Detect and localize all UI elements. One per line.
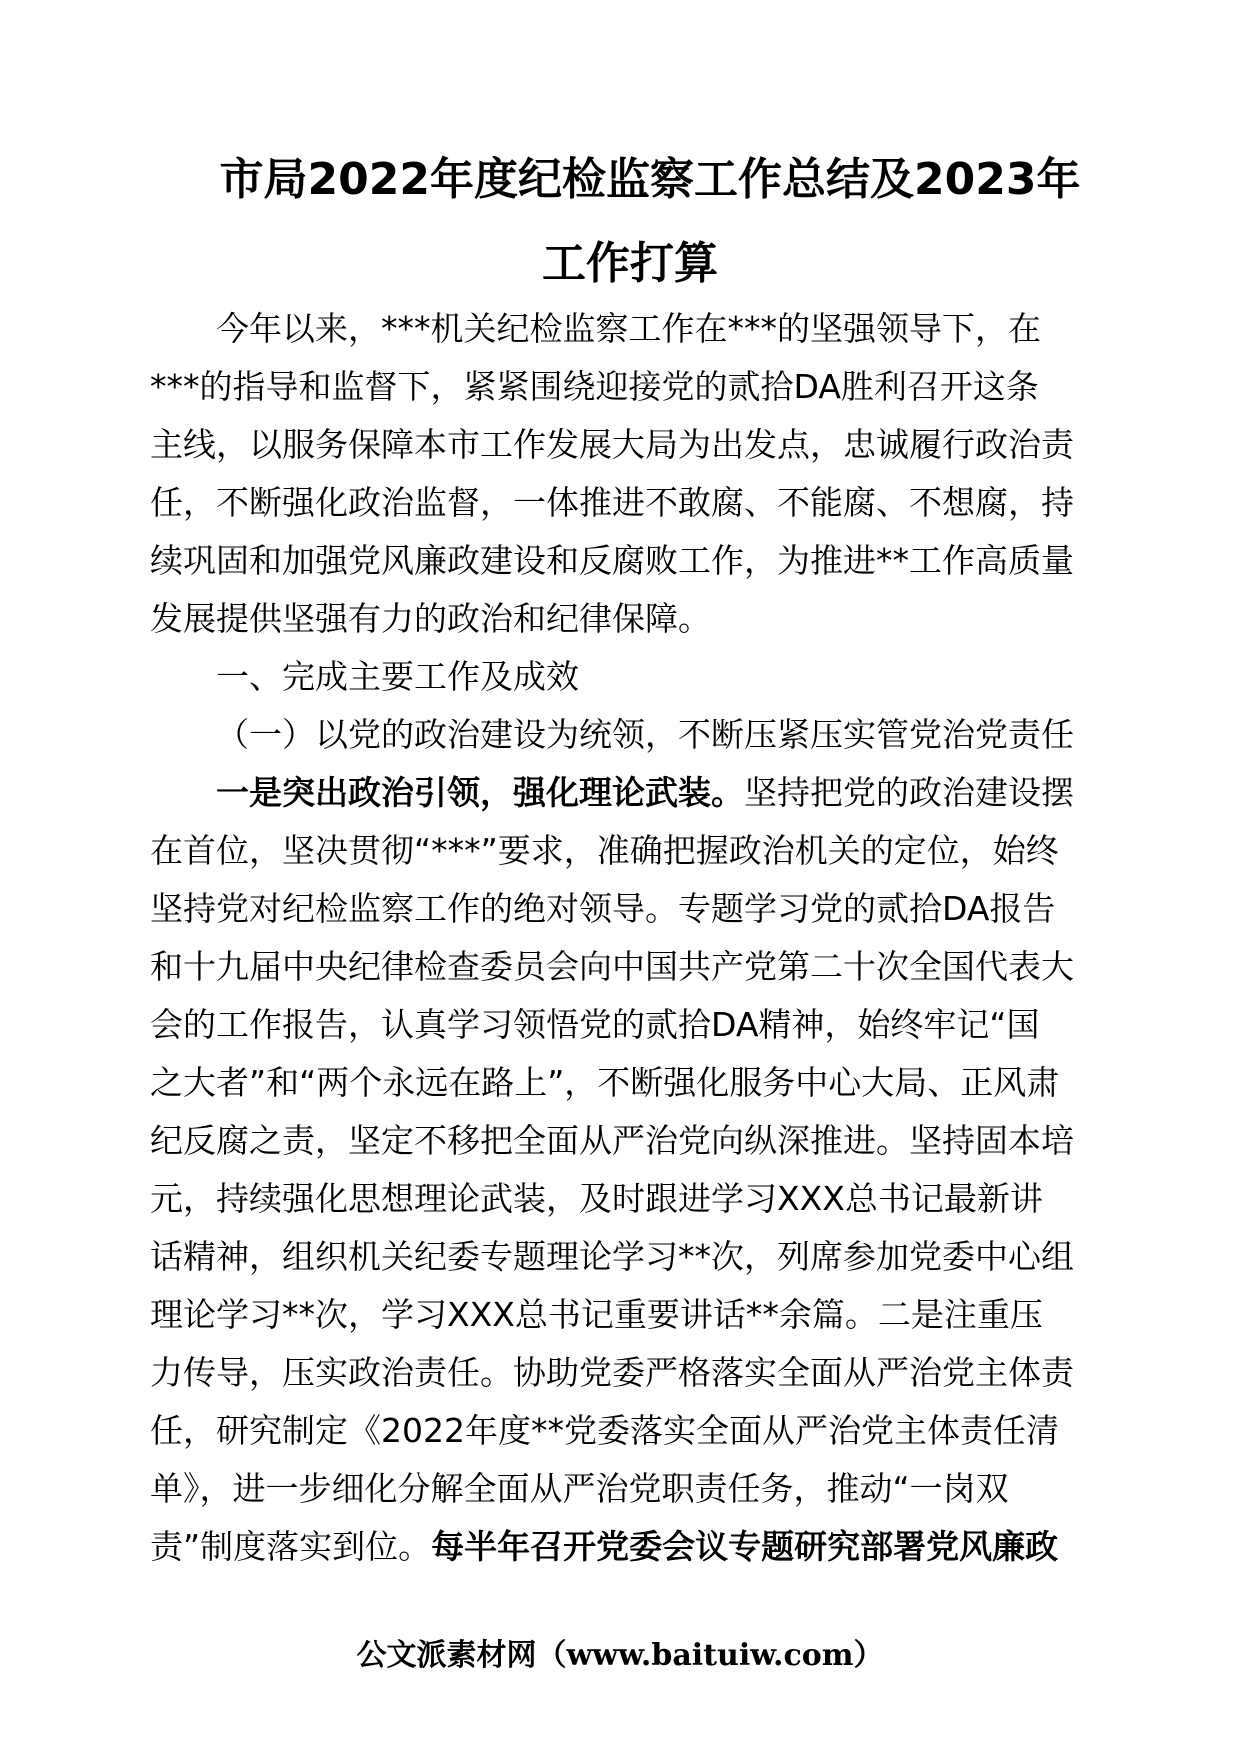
paragraph-line: 续巩固和加强党风廉政建设和反腐败工作，为推进**工作高质量 (150, 541, 1074, 580)
document-title-line-2: 工作打算 (542, 238, 718, 289)
paragraph-line: 任，研究制定《2022年度**党委落实全面从严治党主体责任清 (150, 1411, 1059, 1450)
document-title-line-1: 市局2022年度纪检监察工作总结及2023年 (219, 154, 1081, 205)
paragraph-line: 主线，以服务保障本市工作发展大局为出发点，忠诚履行政治责 (150, 425, 1074, 464)
paragraph-line: 纪反腐之责，坚定不移把全面从严治党向纵深推进。坚持固本培 (150, 1121, 1074, 1160)
paragraph-line: 单》，进一步细化分解全面从严治党职责任务，推动“一岗双 (150, 1469, 1009, 1508)
subsection-heading: （一）以党的政治建设为统领，不断压紧压实管党治党责任 (216, 715, 1074, 754)
footer-watermark: 公文派素材网（www.baituiw.com） (356, 1638, 884, 1673)
paragraph-line: 在首位，坚决贯彻“***”要求，准确把握政治机关的定位，始终 (150, 831, 1059, 870)
paragraph-line: 和十九届中央纪律检查委员会向中国共产党第二十次全国代表大 (150, 947, 1074, 986)
paragraph-line: 今年以来，***机关纪检监察工作在***的坚强领导下，在 (216, 309, 1041, 348)
paragraph-line: 话精神，组织机关纪委专题理论学习**次，列席参加党委中心组 (150, 1237, 1074, 1276)
paragraph-line (150, 764, 1090, 822)
paragraph-line: 发展提供坚强有力的政治和纪律保障。 (150, 599, 711, 638)
paragraph-line: 之大者”和“两个永远在路上”，不断强化服务中心大局、正风肃 (150, 1063, 1060, 1102)
section-heading: 一、完成主要工作及成效 (216, 657, 579, 696)
paragraph-line (150, 1518, 1090, 1576)
paragraph-line: 坚持党对纪检监察工作的绝对领导。专题学习党的贰拾DA报告 (150, 889, 1056, 928)
line-text: 责”制度落实到位。 (150, 1527, 432, 1566)
paragraph-line: 力传导，压实政治责任。协助党委严格落实全面从严治党主体责 (150, 1353, 1074, 1392)
document-body (150, 300, 1090, 1576)
paragraph-line: 元，持续强化思想理论武装，及时跟进学习XXX总书记最新讲 (150, 1179, 1043, 1218)
paragraph-line: 会的工作报告，认真学习领悟党的贰拾DA精神，始终牢记“国 (150, 1005, 1040, 1044)
point-lead-in: 一是突出政治引领，强化理论武装。 (216, 773, 744, 812)
paragraph-line: ***的指导和监督下，紧紧围绕迎接党的贰拾DA胜利召开这条 (150, 367, 1039, 406)
paragraph-line: 理论学习**次，学习XXX总书记重要讲话**余篇。二是注重压 (150, 1295, 1043, 1334)
point-text: 坚持把党的政治建设摆 (744, 773, 1074, 812)
bold-sentence: 每半年召开党委会议专题研究部署党风廉政 (431, 1527, 1059, 1566)
paragraph-line: 任，不断强化政治监督，一体推进不敢腐、不能腐、不想腐，持 (150, 483, 1074, 522)
